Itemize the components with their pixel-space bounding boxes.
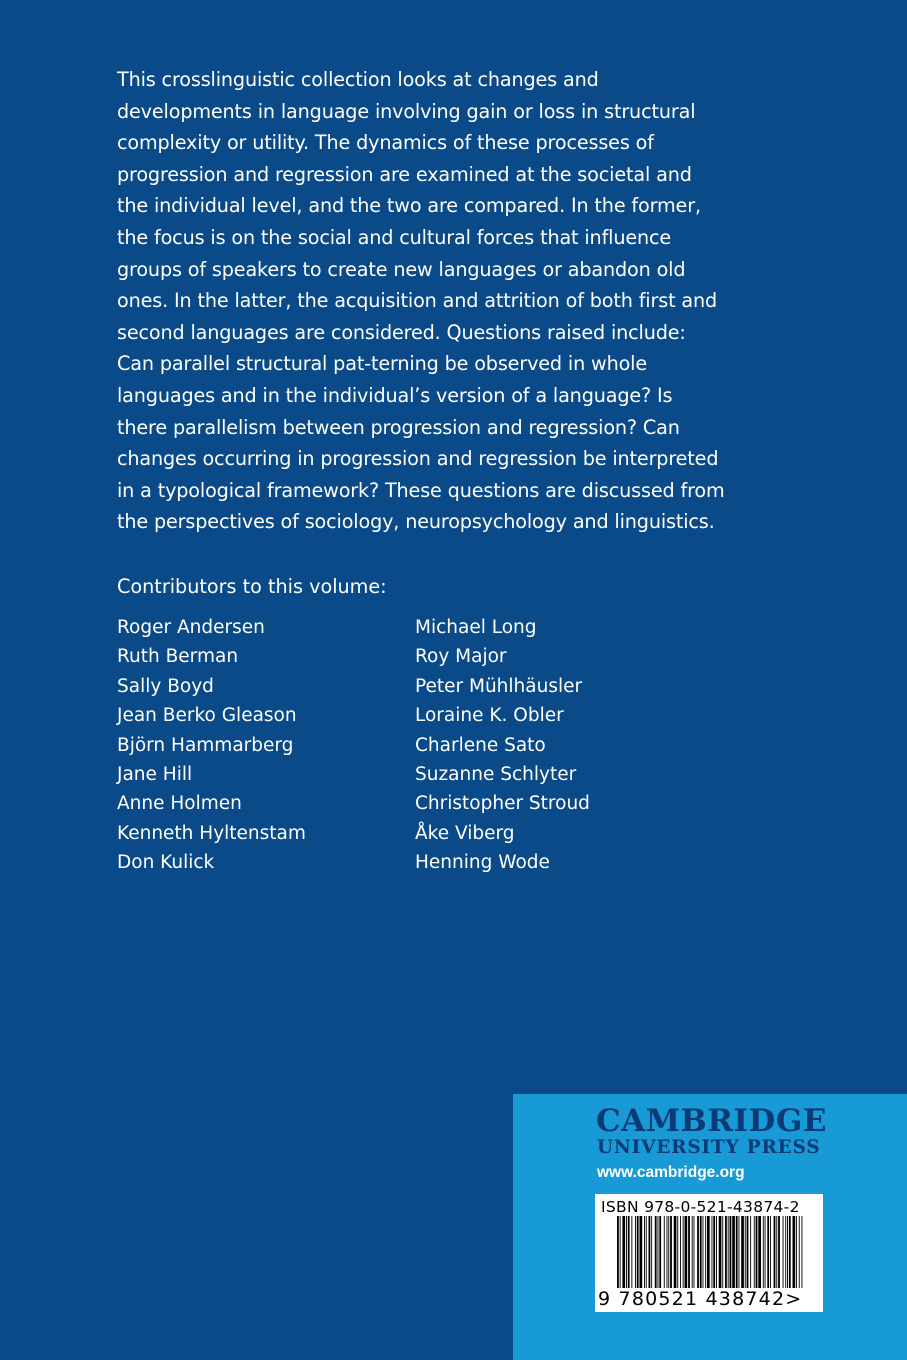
barcode-bars <box>617 1216 803 1288</box>
barcode-bar <box>719 1216 722 1288</box>
barcode-bar <box>649 1216 651 1288</box>
barcode-bar <box>765 1216 766 1288</box>
barcode-bar <box>640 1216 643 1288</box>
barcode-bar <box>732 1216 735 1288</box>
contributor-name: Åke Viberg <box>415 822 515 844</box>
barcode-bar <box>670 1216 672 1288</box>
contributor-name: Michael Long <box>415 617 537 638</box>
barcode-bar <box>697 1216 699 1288</box>
contributor-name: Don Kulick <box>117 852 215 874</box>
barcode-bar <box>747 1216 749 1288</box>
barcode-bar <box>713 1216 715 1288</box>
barcode-bar <box>620 1216 621 1288</box>
publisher-box <box>513 1094 907 1360</box>
barcode-bar <box>635 1216 636 1288</box>
publisher-url: www.cambridge.org <box>597 1164 745 1181</box>
isbn-barcode <box>595 1194 823 1312</box>
barcode-bar <box>700 1216 702 1288</box>
contributors-list-left <box>117 613 407 878</box>
contributors-list-right <box>415 613 705 878</box>
barcode-bar <box>692 1216 693 1288</box>
barcode-bar <box>796 1216 797 1288</box>
barcode-arrow: > <box>785 1288 803 1310</box>
barcode-bar <box>705 1216 706 1288</box>
barcode-bar <box>730 1216 732 1288</box>
contributor-name: Henning Wode <box>415 852 550 874</box>
barcode-bar <box>622 1216 625 1288</box>
barcode-bar <box>745 1216 746 1288</box>
barcode-bar <box>716 1216 717 1288</box>
barcode-bar <box>756 1216 758 1288</box>
barcode-bar <box>778 1216 780 1288</box>
barcode-bar <box>628 1216 630 1288</box>
barcode-bar <box>787 1216 788 1288</box>
barcode-bar <box>626 1216 627 1288</box>
barcode-bar <box>750 1216 751 1288</box>
barcode-bar <box>712 1216 713 1288</box>
contributor-name: Björn Hammarberg <box>117 734 294 756</box>
barcode-bar <box>646 1216 647 1288</box>
barcode-bar <box>722 1216 723 1288</box>
barcode-bar <box>655 1216 657 1288</box>
publisher-logo-name <box>596 1104 827 1138</box>
barcode-bar <box>680 1216 681 1288</box>
barcode-bar <box>785 1216 786 1288</box>
barcode-bar <box>793 1216 796 1288</box>
contributors-heading: Contributors to this volume: <box>117 575 387 598</box>
barcode-bar <box>664 1216 665 1288</box>
isbn-label: ISBN 978-0-521-43874-2 <box>601 1198 800 1216</box>
barcode-bar <box>728 1216 729 1288</box>
publisher-logo-press <box>597 1137 820 1159</box>
contributor-name: Loraine K. Obler <box>415 705 564 727</box>
contributor-name: Sally Boyd <box>117 675 214 697</box>
barcode-bar <box>763 1216 764 1288</box>
barcode-bar <box>644 1216 645 1288</box>
publisher-press: UNIVERSITY PRESS <box>597 1137 821 1158</box>
barcode-bar <box>637 1216 639 1288</box>
contributor-name: Jean Berko Gleason <box>117 705 297 727</box>
barcode-bar <box>767 1216 769 1288</box>
barcode-bar <box>668 1216 669 1288</box>
barcode-bar <box>659 1216 661 1288</box>
barcode-bar <box>802 1216 803 1288</box>
barcode-bar <box>667 1216 668 1288</box>
barcode-bar <box>774 1216 776 1288</box>
barcode-number <box>598 1288 802 1310</box>
barcode-digits: 9 780521 438742 <box>598 1288 786 1310</box>
contributor-name: Ruth Berman <box>117 646 239 668</box>
barcode-bar <box>783 1216 784 1288</box>
contributor-name: Suzanne Schlyter <box>415 764 577 786</box>
barcode-bar <box>758 1216 761 1288</box>
barcode-bar <box>683 1216 684 1288</box>
contributor-name: Roger Andersen <box>117 617 265 638</box>
contributor-name: Christopher Stroud <box>415 793 590 815</box>
barcode-bar <box>658 1216 659 1288</box>
barcode-bar <box>694 1216 695 1288</box>
barcode-bar <box>685 1216 688 1288</box>
barcode-bar <box>651 1216 652 1288</box>
barcode-bar <box>789 1216 791 1288</box>
contributor-name: Jane Hill <box>117 764 193 786</box>
barcode-bar <box>770 1216 771 1288</box>
barcode-bar <box>741 1216 744 1288</box>
contributor-name: Roy Major <box>415 646 507 668</box>
contributor-name: Kenneth Hyltenstam <box>117 822 306 844</box>
barcode-bar <box>677 1216 678 1288</box>
barcode-bar <box>736 1216 738 1288</box>
contributor-name: Charlene Sato <box>415 734 546 756</box>
contributor-name: Peter Mühlhäusler <box>415 675 583 697</box>
contributor-name: Anne Holmen <box>117 793 242 815</box>
publisher-name: CAMBRIDGE <box>596 1103 827 1139</box>
back-cover-blurb: This crosslinguistic collection looks at changes and developments in language involving gain or loss in structural complexity or utility. The dynamics of these processes of progression and regression are examined at the societal and the individual level, and the two are compared. In the former, the focus is on the social and cultural forces that influence groups of speakers to create new languages or abandon old ones. In the latter, the acquisition and attrition of both first and second languages are considered. Questions raised include: Can parallel structural pat-terning be observed in whole languages and in the individual’s version of a language? Is there parallelism between progression and regression? Can changes occurring in progression and regression be interpreted in a typological framework? These questions are discussed from the perspectives of sociology, neuropsychology and linguistics. <box>117 68 725 534</box>
barcode-bar <box>631 1216 632 1288</box>
barcode-bar <box>707 1216 710 1288</box>
barcode-bar <box>799 1216 800 1288</box>
barcode-bar <box>703 1216 704 1288</box>
barcode-bar <box>739 1216 740 1288</box>
barcode-bar <box>725 1216 727 1288</box>
barcode-bar <box>776 1216 777 1288</box>
barcode-bar <box>617 1216 619 1288</box>
barcode-bar <box>754 1216 755 1288</box>
barcode-bar <box>674 1216 677 1288</box>
barcode-bar <box>688 1216 690 1288</box>
